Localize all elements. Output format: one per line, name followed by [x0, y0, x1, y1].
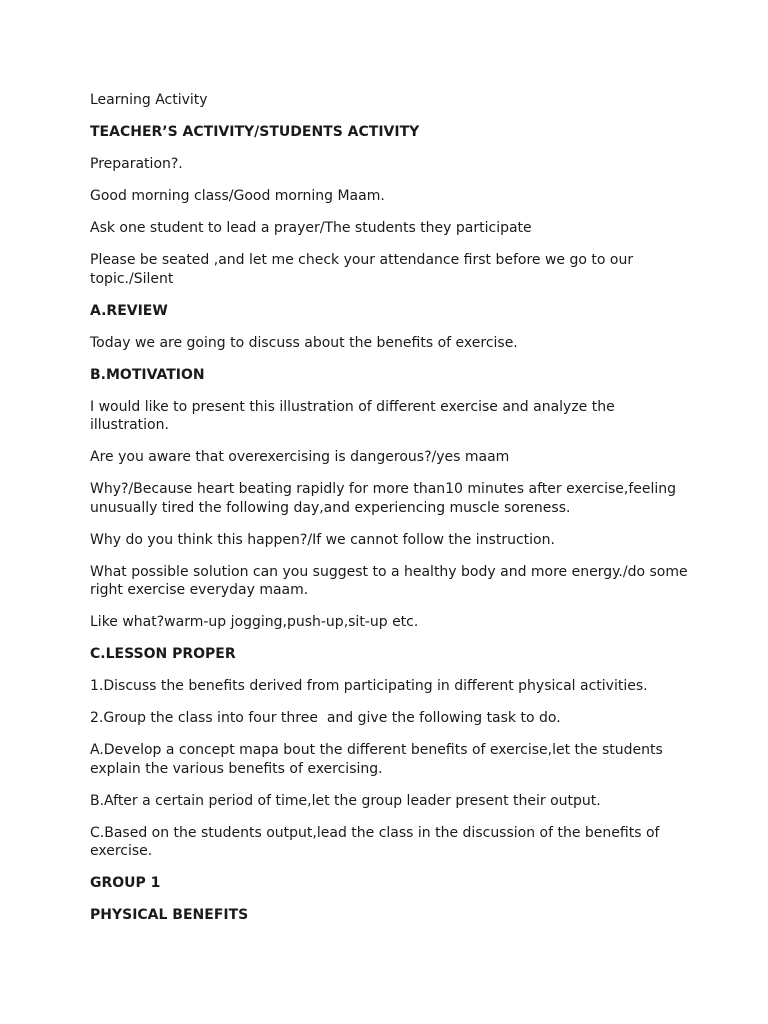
paragraph: I would like to present this illustration of different exercise and analyze the illustration.	[90, 398, 620, 433]
section-heading: GROUP 1	[90, 875, 161, 891]
section-heading: TEACHER’S ACTIVITY/STUDENTS ACTIVITY	[90, 124, 420, 140]
section-heading: A.REVIEW	[90, 302, 168, 319]
doc-title: Learning Activity	[90, 92, 208, 108]
paragraph: What possible solution can you suggest to a healthy body and more energy./do some right exercise everyday maam.	[90, 563, 697, 598]
paragraph: 2.Group the class into four three and give the following task to do.	[90, 710, 561, 726]
section-heading: B.MOTIVATION	[90, 366, 205, 383]
paragraph: C.Based on the students output,lead the class in the discussion of the benefits of exercise.	[90, 824, 664, 859]
paragraph: Today we are going to discuss about the benefits of exercise.	[90, 334, 518, 351]
paragraph: Good morning class/Good morning Maam.	[90, 188, 385, 204]
paragraph: B.After a certain period of time,let the group leader present their output.	[90, 792, 601, 809]
paragraph: Are you aware that overexercising is dangerous?/yes maam	[90, 449, 510, 465]
paragraph: Why?/Because heart beating rapidly for more than10 minutes after exercise,feeling unusually tired the following day,and experiencing muscle soreness.	[90, 481, 681, 516]
paragraph: Like what?warm-up jogging,push-up,sit-up etc.	[90, 614, 419, 630]
document-page	[90, 91, 697, 938]
paragraph: Ask one student to lead a prayer/The students they participate	[90, 220, 532, 236]
section-heading: C.LESSON PROPER	[90, 646, 236, 662]
paragraph: 1.Discuss the benefits derived from participating in different physical activities.	[90, 678, 648, 694]
paragraph: A.Develop a concept mapa bout the different benefits of exercise,let the students explain the various benefits of exercising.	[90, 742, 668, 777]
paragraph: Please be seated ,and let me check your attendance first before we go to our topic./Silent	[90, 252, 638, 287]
paragraph: Preparation?.	[90, 156, 183, 172]
section-heading: PHYSICAL BENEFITS	[90, 907, 249, 923]
paragraph: Why do you think this happen?/If we cannot follow the instruction.	[90, 531, 555, 548]
